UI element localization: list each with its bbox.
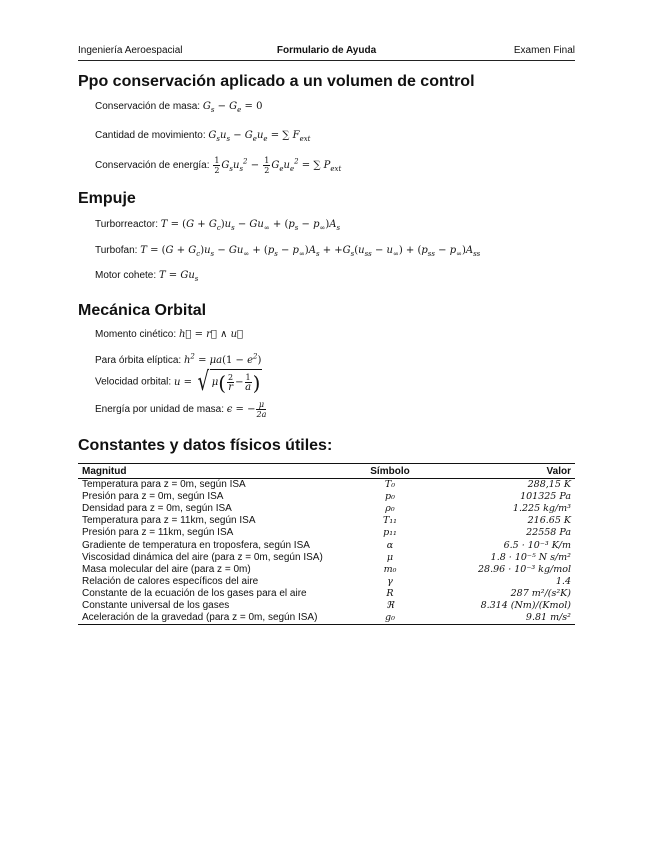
formula: ϵ = − $\frac{\mu}{2a}$ [226, 400, 267, 419]
cell-magnitud: Presión para z = 0m, según ISA [82, 491, 224, 503]
cell-magnitud: Masa molecular del aire (para z = 0m) [82, 563, 251, 575]
eq-cantidad-movimiento [95, 130, 310, 141]
eq-label: Turborreactor: [95, 219, 158, 230]
table-row [78, 564, 575, 576]
cell-magnitud: Temperatura para z = 0m, según ISA [82, 479, 246, 491]
cell-valor: 288,15 K [527, 479, 571, 491]
cell-magnitud: Presión para z = 11km, según ISA [82, 527, 234, 539]
cell-simbolo: T₀ [384, 479, 396, 491]
cell-simbolo: T₁₁ [383, 515, 397, 527]
cell-valor: 216.65 K [527, 515, 571, 527]
eq-label: Turbofan: [95, 245, 138, 256]
cell-valor: 8.314 (Nm)/(Kmol) [480, 599, 571, 611]
cell-simbolo: ρ₀ [385, 503, 395, 515]
header-rule [78, 60, 575, 61]
cell-simbolo: R [386, 587, 394, 599]
eq-label: Energía por unidad de masa: [95, 404, 224, 415]
cell-magnitud: Gradiente de temperatura en troposfera, según ISA [82, 539, 310, 551]
cell-simbolo: μ [386, 551, 394, 563]
eq-turbofan [95, 245, 480, 256]
eq-label: Conservación de masa: [95, 101, 201, 112]
table-row [78, 491, 575, 503]
formula: $T = (G + G_c)u_s - Gu_\infty + (p_s - p_\infty)A_s + +G_s(u_{ss} - u_\infty) + (p_{ss} - p_\infty)A_{ss}$ [140, 245, 481, 258]
eq-label: Cantidad de movimiento: [95, 130, 206, 141]
cell-valor: 22558 Pa [526, 527, 571, 539]
formula: u = √ μ ( $\frac{2}{r}$ − $\frac{1}{a}$ ) [173, 367, 261, 397]
eq-energia-orbital [95, 400, 267, 419]
header-right: Examen Final [513, 45, 575, 56]
header-left: Ingeniería Aeroespacial [78, 45, 183, 56]
eq-label: Conservación de energía: [95, 160, 210, 171]
header-valor: Valor [546, 465, 571, 477]
cell-valor: 287 m²/(s²K) [510, 587, 571, 599]
formula: $T = Gu_s$ [158, 270, 199, 283]
cell-magnitud: Temperatura para z = 11km, según ISA [82, 515, 256, 527]
table-row [78, 539, 575, 551]
cell-magnitud: Viscosidad dinámica del aire (para z = 0m, según ISA) [82, 551, 323, 563]
eq-label: Momento cinético: [95, 329, 177, 340]
table-row [78, 552, 575, 564]
section-title-mecanica-orbital: Mecánica Orbital [78, 302, 207, 319]
table-row [78, 612, 575, 625]
cell-simbolo: g₀ [385, 612, 395, 624]
eq-label: Velocidad orbital: [95, 376, 172, 388]
formula: $T = (G + G_c)u_s - Gu_\infty + (p_s - p_\infty)A_s$ [160, 219, 341, 232]
table-row [78, 479, 575, 492]
header-simbolo: Símbolo [370, 465, 410, 477]
table-row [78, 527, 575, 539]
table-row [78, 588, 575, 600]
running-header [78, 45, 575, 59]
cell-simbolo: α [386, 539, 394, 551]
cell-simbolo: ℜ [386, 599, 394, 611]
table-row [78, 576, 575, 588]
cell-valor: 101325 Pa [520, 491, 571, 503]
eq-motor-cohete [95, 270, 198, 281]
cell-magnitud: Densidad para z = 0m, según ISA [82, 503, 232, 515]
header-magnitud: Magnitud [82, 465, 127, 477]
cell-magnitud: Constante universal de los gases [82, 599, 230, 611]
eq-conservacion-energia [95, 156, 341, 175]
cell-valor: 9.81 m/s² [525, 612, 571, 624]
section-title-constantes: Constantes y datos físicos útiles: [78, 437, 333, 454]
eq-label: Motor cohete: [95, 270, 157, 281]
cell-valor: 1.4 [555, 575, 571, 587]
formula: $h^2 = \mu a(1 - e^2)$ [183, 352, 262, 366]
table-row [78, 503, 575, 515]
cell-simbolo: p₁₁ [383, 527, 397, 539]
cell-valor: 28.96 · 10⁻³ kg/mol [478, 563, 571, 575]
section-title-volumen-control: Ppo conservación aplicado a un volumen de control [78, 73, 475, 90]
eq-label: Para órbita elíptica: [95, 355, 182, 366]
eq-momento-cinetico [95, 329, 243, 340]
eq-turborreactor [95, 219, 340, 230]
cell-valor: 6.5 · 10⁻³ K/m [503, 539, 571, 551]
cell-valor: 1.8 · 10⁻⁵ N s/m² [490, 551, 571, 563]
header-center: Formulario de Ayuda [276, 45, 377, 56]
formula: h⃗ = r⃗ ∧ u⃗ [178, 329, 244, 340]
eq-velocidad-orbital [95, 369, 262, 395]
formula: $G_su_s - G_eu_e$ = ∑ $F_{ext}$ [208, 130, 311, 143]
formula: $\frac{1}{2}$ $G_su_s^2$ − $\frac{1}{2}$ $G_eu_e^2$ = ∑ $P_{ext}$ [214, 156, 342, 175]
constants-table [78, 463, 575, 625]
eq-orbita-eliptica [95, 352, 262, 366]
cell-valor: 1.225 kg/m³ [512, 503, 571, 515]
table-row [78, 600, 575, 612]
cell-simbolo: γ [387, 575, 393, 587]
cell-magnitud: Relación de calores específicos del aire [82, 575, 259, 587]
section-title-empuje: Empuje [78, 190, 136, 207]
eq-conservacion-masa [95, 101, 262, 112]
table-header-row [78, 464, 575, 479]
table-row [78, 515, 575, 527]
cell-magnitud: Aceleración de la gravedad (para z = 0m, según ISA) [82, 612, 318, 624]
cell-simbolo: m₀ [383, 563, 397, 575]
cell-simbolo: p₀ [385, 491, 395, 503]
cell-magnitud: Constante de la ecuación de los gases para el aire [82, 587, 307, 599]
formula: $G_s - G_e = 0$ [202, 101, 263, 114]
